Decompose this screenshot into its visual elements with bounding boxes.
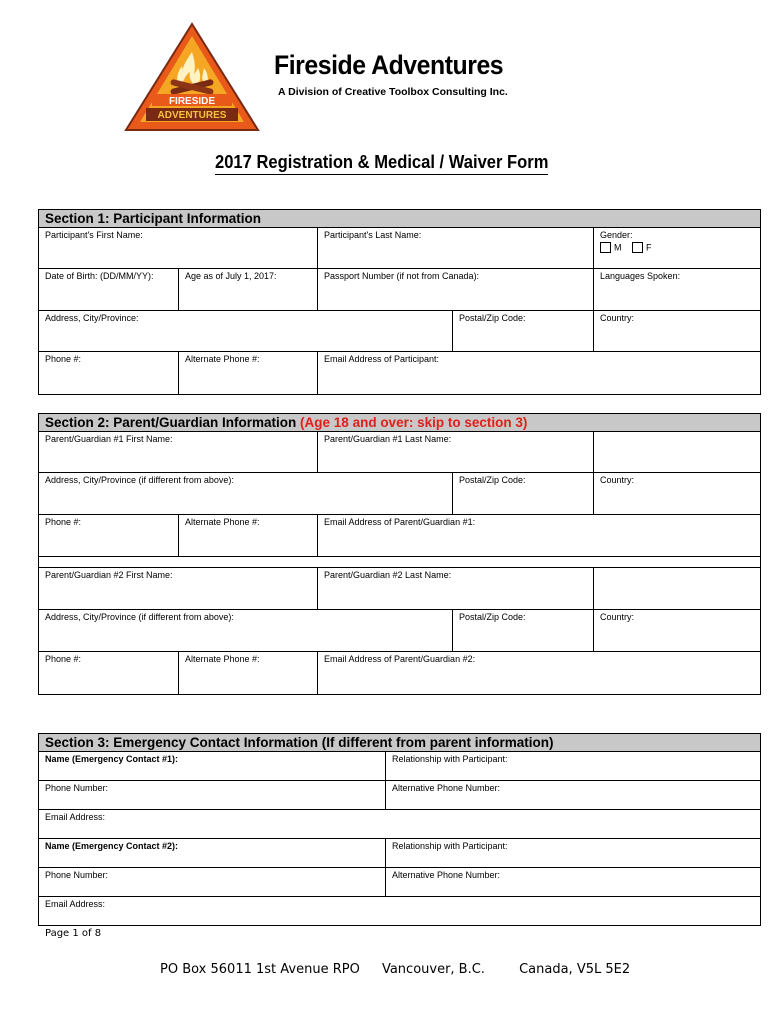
participant-email-field[interactable]: Email Address of Participant: [324, 354, 440, 364]
guardian2-blank-cell [594, 568, 760, 609]
dob-field[interactable]: Date of Birth: (DD/MM/YY): [39, 269, 179, 310]
section-2-header [39, 414, 760, 432]
guardian-spacer-row [39, 557, 760, 568]
address-field[interactable]: Address, City/Province: [39, 311, 453, 351]
guardian1-first-name-field[interactable]: Parent/Guardian #1 First Name: [39, 432, 318, 472]
gender-label: Gender: [600, 230, 633, 240]
section-3-header: Section 3: Emergency Contact Information (If different from parent information) [39, 734, 760, 752]
section-1-participant-info [38, 209, 761, 395]
footer-po-box: PO Box 56011 1st Avenue RPO [160, 962, 360, 977]
participant-first-name-field[interactable]: Participant's First Name: [39, 228, 318, 268]
contact1-alt-phone-field[interactable]: Alternative Phone Number: [392, 783, 501, 793]
languages-field[interactable]: Languages Spoken: [600, 271, 681, 281]
section-2-title: Section 2: Parent/Guardian Information [45, 415, 301, 430]
gender-m-label: M [614, 242, 622, 253]
contact1-phone-field[interactable]: Phone Number: [39, 781, 386, 809]
form-title: 2017 Registration & Medical / Waiver Form [215, 152, 548, 175]
contact1-name-field[interactable]: Name (Emergency Contact #1): [39, 752, 386, 780]
guardian2-last-name-field[interactable]: Parent/Guardian #2 Last Name: [318, 568, 594, 609]
gender-f-label: F [646, 242, 652, 253]
country-field[interactable]: Country: [600, 313, 635, 323]
footer-city: Vancouver, B.C. [381, 962, 485, 977]
guardian2-address-field[interactable]: Address, City/Province (if different from above): [39, 610, 453, 651]
footer-address [160, 962, 630, 977]
gender-f-checkbox[interactable] [632, 242, 643, 253]
footer-country-postal: Canada, V5L 5E2 [519, 962, 631, 977]
guardian1-country-field[interactable]: Country: [600, 475, 635, 485]
guardian2-first-name-field[interactable]: Parent/Guardian #2 First Name: [39, 568, 318, 609]
contact1-relationship-field[interactable]: Relationship with Participant: [392, 754, 508, 764]
guardian1-last-name-field[interactable]: Parent/Guardian #1 Last Name: [318, 432, 594, 472]
section-3-emergency-contact [38, 733, 761, 926]
logo-text-line1: FIRESIDE [168, 96, 216, 107]
page-number: Page 1 of 8 [45, 928, 102, 939]
guardian1-blank-cell [594, 432, 760, 472]
guardian2-postal-field[interactable]: Postal/Zip Code: [453, 610, 594, 651]
age-field[interactable]: Age as of July 1, 2017: [179, 269, 318, 310]
postal-code-field[interactable]: Postal/Zip Code: [453, 311, 594, 351]
division-line: A Division of Creative Toolbox Consulting Inc. [278, 86, 508, 98]
company-name: Fireside Adventures [274, 50, 504, 80]
phone-field[interactable]: Phone #: [39, 352, 179, 394]
alt-phone-field[interactable]: Alternate Phone #: [179, 352, 318, 394]
guardian1-email-field[interactable]: Email Address of Parent/Guardian #1: [324, 517, 476, 527]
section-2-skip-note: (Age 18 and over: skip to section 3) [300, 415, 528, 430]
contact2-alt-phone-field[interactable]: Alternative Phone Number: [392, 870, 501, 880]
guardian1-phone-field[interactable]: Phone #: [39, 515, 179, 556]
logo-text-line2: ADVENTURES [157, 110, 227, 121]
section-1-header: Section 1: Participant Information [39, 210, 760, 228]
contact2-relationship-field[interactable]: Relationship with Participant: [392, 841, 508, 851]
contact2-phone-field[interactable]: Phone Number: [39, 868, 386, 896]
contact2-email-field[interactable]: Email Address: [45, 899, 106, 909]
gender-m-checkbox[interactable] [600, 242, 611, 253]
guardian1-postal-field[interactable]: Postal/Zip Code: [453, 473, 594, 514]
guardian2-alt-phone-field[interactable]: Alternate Phone #: [179, 652, 318, 694]
guardian1-address-field[interactable]: Address, City/Province (if different from above): [39, 473, 453, 514]
guardian1-alt-phone-field[interactable]: Alternate Phone #: [179, 515, 318, 556]
passport-field[interactable]: Passport Number (if not from Canada): [318, 269, 594, 310]
guardian2-email-field[interactable]: Email Address of Parent/Guardian #2: [324, 654, 476, 664]
participant-last-name-field[interactable]: Participant's Last Name: [318, 228, 594, 268]
contact1-email-field[interactable]: Email Address: [45, 812, 106, 822]
fireside-adventures-logo [124, 22, 260, 132]
gender-field [594, 228, 760, 268]
contact2-name-field[interactable]: Name (Emergency Contact #2): [39, 839, 386, 867]
guardian2-country-field[interactable]: Country: [600, 612, 635, 622]
guardian2-phone-field[interactable]: Phone #: [39, 652, 179, 694]
section-2-guardian-info [38, 413, 761, 695]
